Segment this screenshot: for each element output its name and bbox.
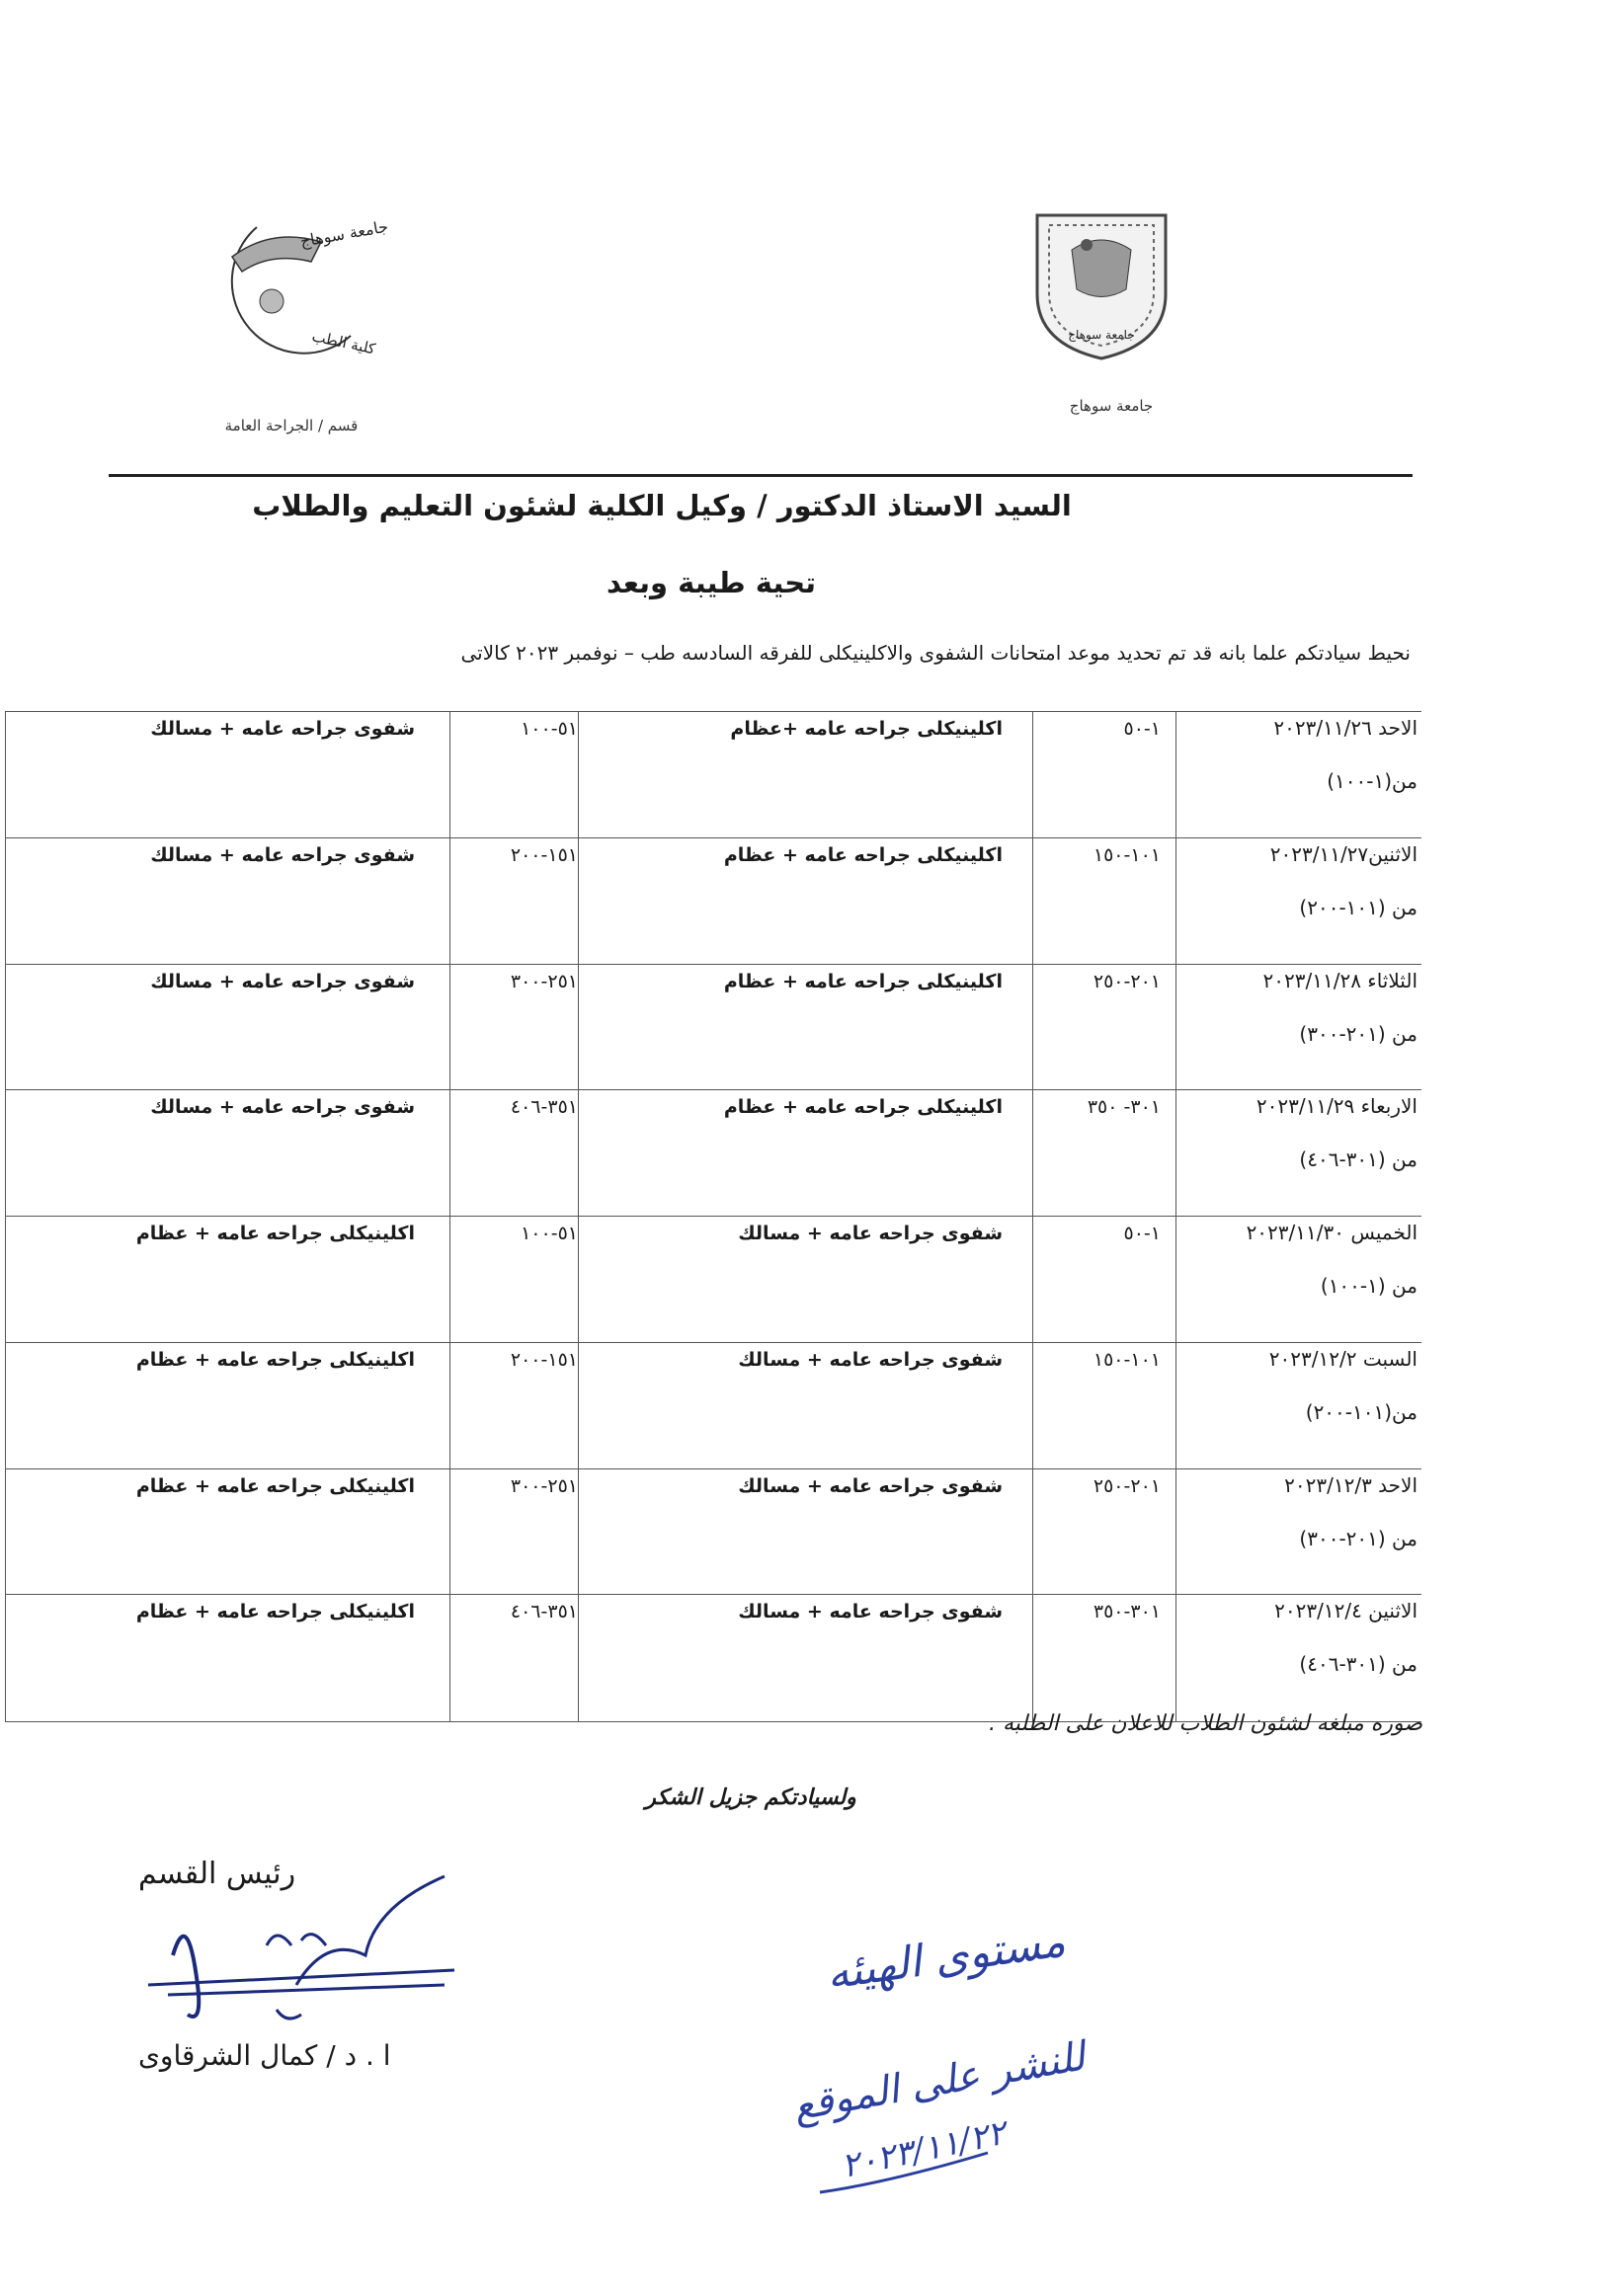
student-range: من (٣٠١-٤٠٦) (1299, 1652, 1418, 1677)
column-divider (578, 965, 579, 1091)
group2-seat-numbers: ٢٥١-٣٠٠ (510, 1474, 578, 1497)
greeting: تحية طيبة وبعد (606, 566, 817, 599)
date-cell (1175, 1595, 1418, 1721)
group1-seat-numbers: ١-٥٠ (1123, 718, 1161, 740)
column-divider (578, 1469, 579, 1596)
date-cell (1175, 1469, 1418, 1596)
column-divider (578, 1595, 579, 1721)
group2-exam: اكلينيكلى جراحه عامه + عظام (135, 1348, 415, 1371)
date-cell (1175, 1090, 1418, 1217)
group2-exam: شفوى جراحه عامه + مسالك (150, 718, 415, 740)
faculty-logo (163, 216, 390, 358)
handwritten-date: ٢٠٢٣/١١/٢٢ (838, 2112, 1010, 2186)
schedule-row (5, 1089, 1421, 1217)
group2-seat-numbers: ١٥١-٢٠٠ (510, 1348, 578, 1371)
group1-seat-numbers: ٣٠١- ٣٥٠ (1087, 1096, 1161, 1119)
column-divider (1032, 1090, 1033, 1217)
schedule-row (5, 1216, 1421, 1343)
group2-exam: شفوى جراحه عامه + مسالك (150, 1096, 415, 1119)
column-divider (1032, 1469, 1033, 1596)
date-cell (1175, 712, 1418, 838)
group1-seat-numbers: ٢٠١-٢٥٠ (1093, 970, 1161, 992)
exam-date: الاحد ٢٠٢٣/١١/٢٦ (1273, 716, 1418, 740)
column-divider (449, 1469, 450, 1596)
column-divider (5, 1469, 6, 1596)
schedule-row (5, 1468, 1421, 1596)
group1-seat-numbers: ١٠١-١٥٠ (1093, 843, 1161, 866)
column-divider (578, 1217, 579, 1343)
column-divider (5, 838, 6, 965)
group2-exam: شفوى جراحه عامه + مسالك (150, 970, 415, 992)
group1-exam: شفوى جراحه عامه + مسالك (738, 1348, 1003, 1371)
column-divider (449, 1343, 450, 1469)
exam-date: الخميس ٢٠٢٣/١١/٣٠ (1246, 1221, 1418, 1244)
svg-text:جامعة سوهاج: جامعة سوهاج (298, 216, 390, 251)
date-cell (1175, 965, 1418, 1091)
svg-text:جامعة سوهاج: جامعة سوهاج (1068, 328, 1135, 342)
column-divider (449, 712, 450, 838)
column-divider (449, 965, 450, 1091)
column-divider (449, 1595, 450, 1721)
student-range: من (٢٠١-٣٠٠) (1299, 1526, 1418, 1550)
closing-thanks: ولسيادتكم جزيل الشكر (645, 1785, 856, 1810)
column-divider (578, 712, 579, 838)
date-cell (1175, 1343, 1418, 1469)
exam-date: الاحد ٢٠٢٣/١٢/٣ (1284, 1472, 1418, 1497)
signature (128, 1847, 484, 2054)
date-cell (1175, 1217, 1418, 1343)
group1-seat-numbers: ٢٠١-٢٥٠ (1093, 1474, 1161, 1497)
column-divider (5, 712, 6, 838)
column-divider (1032, 712, 1033, 838)
column-divider (1032, 965, 1033, 1091)
exam-date: السبت ٢٠٢٣/١٢/٢ (1268, 1346, 1418, 1371)
column-divider (5, 965, 6, 1091)
handwritten-line-2: للنشر على الموقع (789, 2033, 1089, 2130)
group1-exam: اكلينيكلى جراحه عامه + عظام (723, 843, 1003, 866)
column-divider (578, 1343, 579, 1469)
exam-date: الاثنين ٢٠٢٣/١٢/٤ (1274, 1599, 1418, 1623)
group2-exam: اكلينيكلى جراحه عامه + عظام (135, 1223, 415, 1244)
column-divider (1032, 1595, 1033, 1721)
exam-date: الاربعاء ٢٠٢٣/١١/٢٩ (1256, 1094, 1418, 1119)
student-range: من (١٠١-٢٠٠) (1299, 895, 1418, 919)
university-seal (1017, 196, 1185, 363)
column-divider (449, 1217, 450, 1343)
header-divider (109, 474, 1413, 477)
group2-exam: اكلينيكلى جراحه عامه + عظام (135, 1474, 415, 1497)
addressee-line: السيد الاستاذ الدكتور / وكيل الكلية لشئون التعليم والطلاب (252, 489, 1072, 522)
group2-exam: اكلينيكلى جراحه عامه + عظام (135, 1601, 415, 1623)
schedule-row (5, 837, 1421, 965)
group2-seat-numbers: ٥١-١٠٠ (521, 718, 578, 740)
university-caption: جامعة سوهاج (1069, 397, 1154, 415)
student-range: من (١-١٠٠) (1320, 1274, 1418, 1298)
group1-seat-numbers: ٣٠١-٣٥٠ (1093, 1601, 1161, 1623)
svg-text:كلية الطب: كلية الطب (310, 327, 377, 358)
student-range: من (٢٠١-٣٠٠) (1299, 1021, 1418, 1046)
student-range: من (٣٠١-٤٠٦) (1299, 1148, 1418, 1172)
group1-seat-numbers: ١٠١-١٥٠ (1093, 1348, 1161, 1371)
column-divider (1032, 1343, 1033, 1469)
handwritten-annotation (691, 1896, 1106, 2212)
schedule-row (5, 1594, 1421, 1722)
group2-exam: شفوى جراحه عامه + مسالك (150, 843, 415, 866)
exam-date: الاثنين٢٠٢٣/١١/٢٧ (1269, 841, 1418, 866)
group2-seat-numbers: ٥١-١٠٠ (521, 1223, 578, 1244)
exam-schedule-table (5, 711, 1421, 1720)
column-divider (1032, 1217, 1033, 1343)
department-caption: قسم / الجراحة العامة (224, 417, 359, 435)
column-divider (5, 1217, 6, 1343)
group2-seat-numbers: ٣٥١-٤٠٦ (510, 1601, 578, 1623)
schedule-row (5, 964, 1421, 1091)
date-cell (1175, 838, 1418, 965)
column-divider (578, 838, 579, 965)
group1-exam: اكلينيكلى جراحه عامه +عظام (730, 718, 1003, 740)
group2-seat-numbers: ٣٥١-٤٠٦ (510, 1096, 578, 1119)
schedule-row (5, 711, 1421, 838)
group1-exam: اكلينيكلى جراحه عامه + عظام (723, 970, 1003, 992)
signatory-title: رئيس القسم (138, 1857, 296, 1891)
group1-exam: شفوى جراحه عامه + مسالك (738, 1223, 1003, 1244)
column-divider (5, 1090, 6, 1217)
schedule-row (5, 1342, 1421, 1469)
student-range: من(١-١٠٠) (1327, 769, 1418, 793)
group1-seat-numbers: ١-٥٠ (1123, 1223, 1161, 1244)
column-divider (449, 838, 450, 965)
column-divider (1032, 838, 1033, 965)
signatory-name: ا . د / كمال الشرقاوى (138, 2039, 391, 2072)
exam-date: الثلاثاء ٢٠٢٣/١١/٢٨ (1262, 968, 1418, 992)
group1-exam: شفوى جراحه عامه + مسالك (738, 1601, 1003, 1623)
group2-seat-numbers: ٢٥١-٣٠٠ (510, 970, 578, 992)
intro-paragraph: نحيط سيادتكم علما بانه قد تم تحديد موعد امتحانات الشفوى والاكلينيكلى للفرقه السادسه طب – نوفمبر ٢٠٢٣ كالاتى (460, 641, 1411, 665)
group1-exam: اكلينيكلى جراحه عامه + عظام (723, 1096, 1003, 1119)
copy-note: صوره مبلغه لشئون الطلاب للاعلان على الطلبه . (988, 1711, 1422, 1736)
column-divider (5, 1343, 6, 1469)
student-range: من(١٠١-٢٠٠) (1305, 1399, 1418, 1424)
group2-seat-numbers: ١٥١-٢٠٠ (510, 843, 578, 866)
column-divider (5, 1595, 6, 1721)
column-divider (449, 1090, 450, 1217)
column-divider (578, 1090, 579, 1217)
handwritten-line-1: مستوى الهيئه (823, 1916, 1069, 2000)
group1-exam: شفوى جراحه عامه + مسالك (738, 1474, 1003, 1497)
